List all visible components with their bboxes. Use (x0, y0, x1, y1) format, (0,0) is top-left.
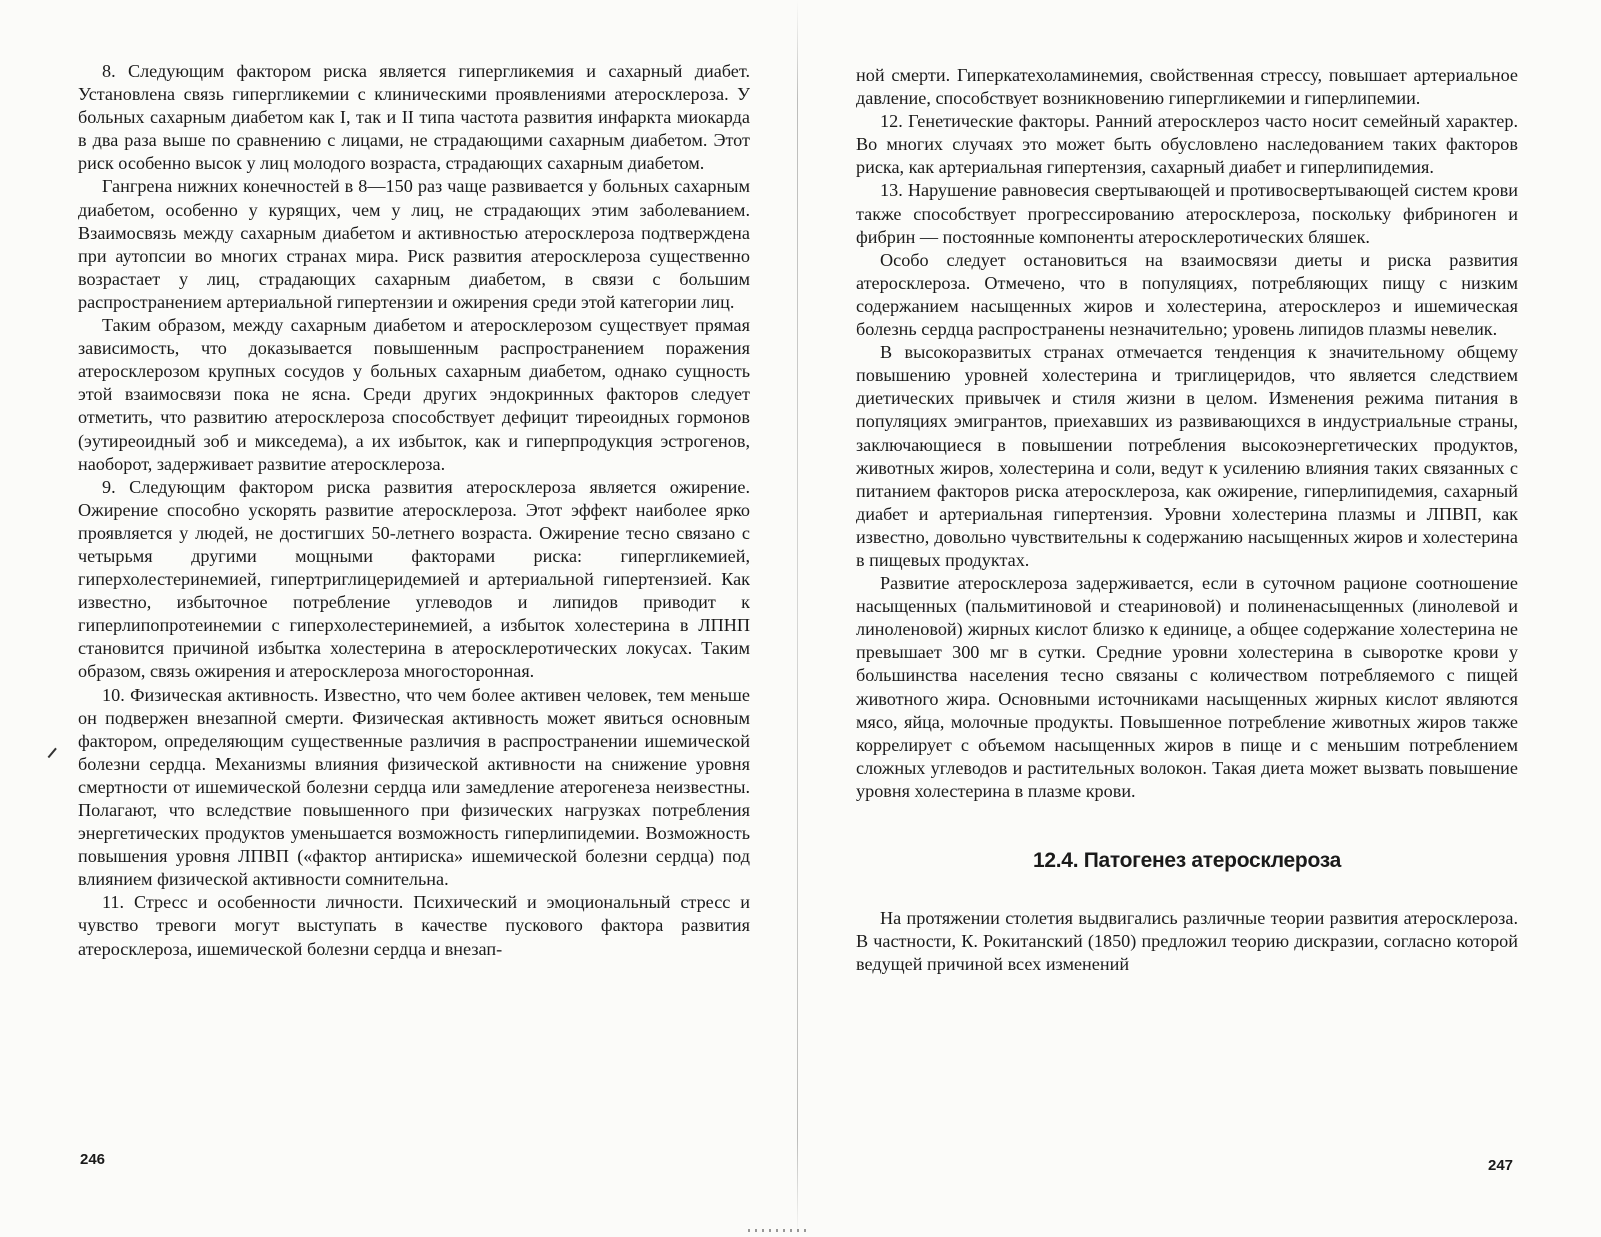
left-page (78, 60, 750, 961)
scan-specks (748, 1229, 808, 1232)
paragraph: 13. Нарушение равновесия свертывающей и противосвертывающей систем крови также способствует прогрессированию атеросклероза, поскольку фибриноген и фибрин — постоянные компоненты атеросклеротических бляшек. (856, 180, 1518, 247)
paragraph: Гангрена нижних конечностей в 8—150 раз чаще развивается у больных сахарным диабетом, особенно у курящих, чем у лиц, не страдающих этим заболеванием. Взаимосвязь между сахарным диабетом и активностью атеросклероза подтверждена при аутопсии во многих странах мира. Риск развития атеросклероза существенно возрастает у лиц, страдающих сахарным диабетом, в связи с большим распространением артериальной гипертензии и ожирения среди этой категории лиц. (78, 176, 750, 312)
paragraph: Таким образом, между сахарным диабетом и атеросклерозом существует прямая зависимость, что доказывается повышенным распространением поражения атеросклерозом крупных сосудов у больных сахарным диабетом, однако сущность этой взаимосвязи пока не ясна. Среди других эндокринных факторов следует отметить, что развитию атеросклероза способствует дефицит тиреоидных гормонов (эутиреоидный зоб и микседема), а их избыток, как и гиперпродукция эстрогенов, наоборот, задерживает развитие атеросклероза. (78, 315, 750, 474)
paragraph-continuation: ной смерти. Гиперкатехоламинемия, свойственная стрессу, повышает артериальное давление, способствует возникновению гипергликемии и гиперлипемии. (856, 65, 1518, 109)
paragraph: 8. Следующим фактором риска является гипергликемия и сахарный диабет. Установлена связь гипергликемии с клиническими проявлениями атеросклероза. У больных сахарным диабетом как I, так и II типа частота развития инфаркта миокарда в два раза выше по сравнению с лицами, не страдающими сахарным диабетом. Этот риск особенно высок у лиц молодого возраста, страдающих сахарным диабетом. (78, 61, 750, 174)
page-gutter (797, 0, 798, 1237)
paragraph: Развитие атеросклероза задерживается, если в суточном рационе соотношение насыщенных (пальмитиновой и стеариновой) и полиненасыщенных (линолевой и линоленовой) жирных кислот близко к единице, а общее содержание холестерина не превышает 300 мг в сутки. Средние уровни холестерина в сыворотке крови у большинства населения тесно связаны с количеством потребляемого с пищей животного жира. Основными источниками насыщенных жирных кислот являются мясо, яйца, молочные продукты. Повышенное потребление животных жиров также коррелирует с объемом насыщенных жиров в пище и с меньшим потреблением сложных углеводов и растительных волокон. Такая диета может вызвать повышение уровня холестерина в плазме крови. (856, 573, 1518, 801)
paragraph: 9. Следующим фактором риска развития атеросклероза является ожирение. Ожирение способно ускорять развитие атеросклероза. Этот эффект наиболее ярко проявляется у людей, не достигших 50-летнего возраста. Ожирение тесно связано с четырьмя другими мощными факторами риска: гипергликемией, гиперхолестеринемией, гипертриглицеридемией и артериальной гипертензией. Как известно, избыточное потребление углеводов и липидов приводит к гиперлипопротеинемии с гиперхолестеринемией, а избыток холестерина в ЛПНП становится причиной избытка холестерина в атеросклеротических локусах. Таким образом, связь ожирения и атеросклероза многосторонная. (78, 476, 750, 682)
pencil-mark-icon (48, 748, 57, 758)
right-page (856, 64, 1518, 976)
page-number: 247 (1488, 1157, 1514, 1174)
paragraph: 12. Генетические факторы. Ранний атеросклероз часто носит семейный характер. Во многих случаях это может быть обусловлено наследованием таких факторов риска, как артериальная гипертензия, сахарный диабет и гиперлипидемия. (856, 111, 1518, 178)
paragraph: На протяжении столетия выдвигались различные теории развития атеросклероза. В частности, К. Рокитанский (1850) предложил теорию дискразии, согласно которой ведущей причиной всех изменений (856, 908, 1518, 975)
paragraph: Особо следует остановиться на взаимосвязи диеты и риска развития атеросклероза. Отмечено, что в популяциях, потребляющих пищу с низким содержанием насыщенных жиров и холестерина, атеросклероз и ишемическая болезнь сердца распространены незначительно; уровень липидов плазмы невелик. (856, 249, 1518, 340)
paragraph: 11. Стресс и особенности личности. Психический и эмоциональный стресс и чувство тревоги могут выступать в качестве пускового фактора развития атеросклероза, ишемической болезни сердца и внезап- (78, 892, 750, 959)
page-number: 246 (80, 1151, 106, 1168)
section-heading: 12.4. Патогенез атеросклероза (1033, 849, 1341, 872)
paragraph: 10. Физическая активность. Известно, что чем более активен человек, тем меньше он подвержен внезапной смерти. Физическая активность может явиться основным фактором, определяющим существенные различия в распространении ишемической болезни сердца. Механизмы влияния физической активности на снижение уровня смертности от ишемической болезни сердца или замедление атерогенеза неизвестны. Полагают, что вследствие повышенного при физических нагрузках потребления энергетических продуктов уменьшается возможность гиперлипидемии. Возможность повышения уровня ЛПВП («фактор антириска» ишемической болезни сердца) под влиянием физической активности сомнительна. (78, 684, 750, 890)
paragraph: В высокоразвитых странах отмечается тенденция к значительному общему повышению уровней холестерина и триглицеридов, что является следствием диетических привычек и стиля жизни в целом. Изменения режима питания в популяциях эмигрантов, приехавших из развивающихся в индустриальные страны, заключающиеся в повышении потребления высокоэнергетических продуктов, животных жиров, холестерина и соли, ведут к усилению влияния таких связанных с питанием факторов риска атеросклероза, как ожирение, гиперлипидемия, сахарный диабет и артериальная гипертензия. Уровни холестерина плазмы и ЛПВП, как известно, довольно чувствительны к содержанию насыщенных жиров и холестерина в пищевых продуктах. (856, 342, 1518, 570)
